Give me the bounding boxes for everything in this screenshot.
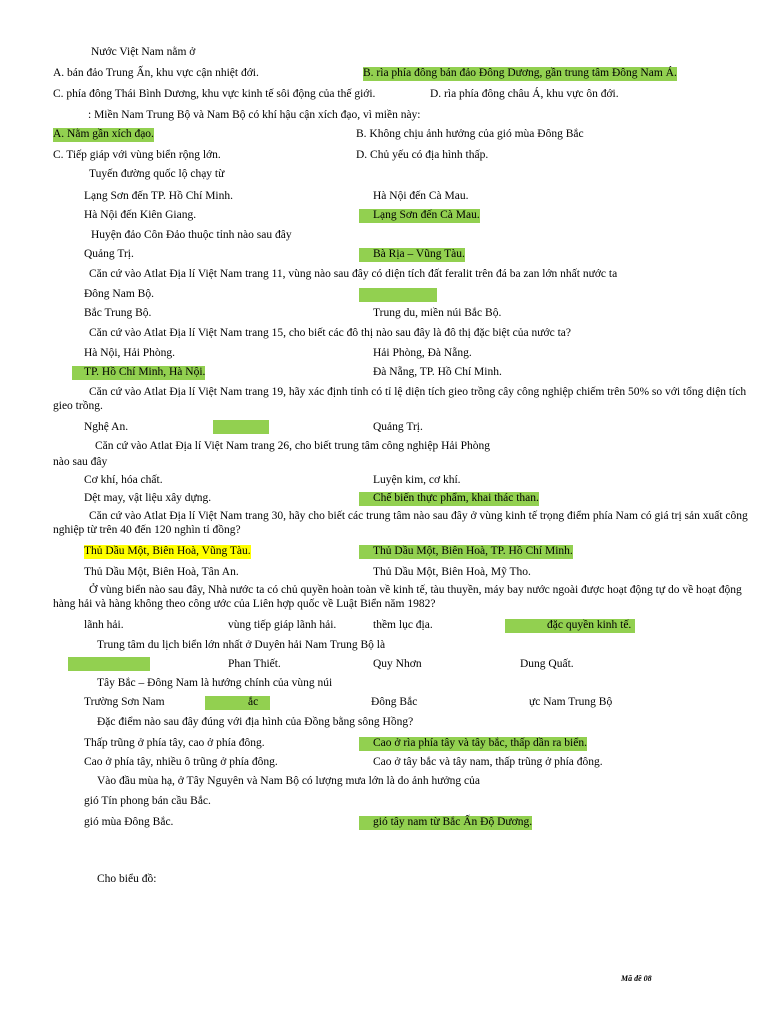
option: Cao ở tây bắc và tây nam, thấp trũng ở phía đông. (373, 756, 603, 768)
option-highlighted: Thủ Dầu Một, Biên Hoà, TP. Hồ Chí Minh. (359, 545, 573, 559)
highlight-answer-block (359, 288, 437, 302)
option: Hà Nội đến Kiên Giang. (84, 209, 197, 221)
option: Nghệ An. (84, 421, 129, 433)
option: A. bán đảo Trung Ấn, khu vực cận nhiệt đới. (53, 67, 259, 79)
option-highlighted: đặc quyền kinh tế. (505, 619, 635, 633)
question-stem: Căn cứ vào Atlat Địa lí Việt Nam trang 15, cho biết các đô thị nào sau đây là đô thị đặc biệt của nước ta? (89, 327, 571, 339)
option: vùng tiếp giáp lãnh hải. (228, 619, 337, 631)
question-stem: Đặc điểm nào sau đây đúng với địa hình của Đồng bằng sông Hồng? (97, 716, 414, 728)
option-highlighted: B. rìa phía đông bán đảo Đông Dương, gần trung tâm Đông Nam Á. (363, 67, 677, 79)
option: Dệt may, vật liệu xây dựng. (84, 492, 212, 504)
option: C. Tiếp giáp với vùng biển rộng lớn. (53, 149, 221, 161)
option-highlighted: A. Nằm gần xích đạo. (53, 128, 154, 140)
question-stem-continued: nào sau đây (53, 456, 108, 468)
option: Hà Nội đến Cà Mau. (373, 190, 469, 202)
option-highlighted: Cao ở rìa phía tây và tây bắc, thấp dần ra biển. (359, 737, 587, 751)
option-highlighted: Lạng Sơn đến Cà Mau. (359, 209, 480, 223)
question-stem: Tây Bắc – Đông Nam là hướng chính của vùng núi (97, 677, 333, 689)
option: Thủ Dầu Một, Biên Hoà, Mỹ Tho. (373, 566, 531, 578)
question-stem: Ở vùng biển nào sau đây, Nhà nước ta có chủ quyền hoàn toàn về kinh tế, tàu thuyền, máy bay nước ngoài được hoạt động tự do về hoạt động hàng hải và hàng không theo công ước của Liên hợp quốc về Luật Biển năm 1982? (53, 584, 742, 610)
question-stem: Căn cứ vào Atlat Địa lí Việt Nam trang 26, cho biết trung tâm công nghiệp Hải Phòng (95, 440, 490, 452)
option: Cao ở phía tây, nhiều ô trũng ở phía đông. (84, 756, 278, 768)
question-stem: Huyện đảo Côn Đảo thuộc tỉnh nào sau đây (91, 229, 292, 241)
option: Dung Quất. (520, 658, 574, 670)
option: D. rìa phía đông châu Á, khu vực ôn đới. (430, 88, 619, 100)
option-highlighted-yellow: Thủ Dầu Một, Biên Hoà, Vũng Tàu. (84, 545, 251, 557)
option: gió mùa Đông Bắc. (84, 816, 174, 828)
highlight-answer-block (68, 657, 150, 671)
option-highlighted: ắc (205, 696, 270, 710)
option: Quảng Trị. (84, 248, 134, 260)
option: thềm lục địa. (373, 619, 433, 631)
option: C. phía đông Thái Bình Dương, khu vực kinh tế sôi động của thế giới. (53, 88, 376, 100)
option: D. Chủ yếu có địa hình thấp. (356, 149, 489, 161)
option: Lạng Sơn đến TP. Hồ Chí Minh. (84, 190, 233, 202)
option: Quảng Trị. (373, 421, 423, 433)
question-stem: Trung tâm du lịch biển lớn nhất ở Duyên hải Nam Trung Bộ là (97, 639, 386, 651)
highlight-answer-block (213, 420, 269, 434)
option: B. Không chịu ảnh hưởng của gió mùa Đông Bắc (356, 128, 584, 140)
question-stem: : Miền Nam Trung Bộ và Nam Bộ có khí hậu cận xích đạo, vì miền này: (88, 109, 421, 121)
option: Thủ Dầu Một, Biên Hoà, Tân An. (84, 566, 239, 578)
option-highlighted: TP. Hồ Chí Minh, Hà Nội. (72, 366, 205, 380)
question-stem: Nước Việt Nam nằm ở (91, 46, 196, 58)
option: Đông Bắc (371, 696, 418, 708)
option: Phan Thiết. (228, 658, 281, 670)
question-stem: Căn cứ vào Atlat Địa lí Việt Nam trang 30, hãy cho biết các trung tâm nào sau đây ở vùng kinh tế trọng điểm phía Nam có giá trị sản xuất công nghiệp từ trên 40 đến 120 nghìn tỉ đồng? (53, 510, 748, 536)
question-stem: Tuyến đường quốc lộ chạy từ (89, 168, 225, 180)
option: Thấp trũng ở phía tây, cao ở phía đông. (84, 737, 265, 749)
option: gió Tín phong bán cầu Bắc. (84, 795, 211, 807)
option: Trường Sơn Nam (84, 696, 165, 708)
option: Trung du, miền núi Bắc Bộ. (373, 307, 502, 319)
option: Bắc Trung Bộ. (84, 307, 152, 319)
option: Hải Phòng, Đà Nẵng. (373, 347, 472, 359)
option: Quy Nhơn (373, 658, 422, 670)
option: lãnh hải. (84, 619, 124, 631)
question-stem: Căn cứ vào Atlat Địa lí Việt Nam trang 11, vùng nào sau đây có diện tích đất feralit trên đá ba zan lớn nhất nước ta (89, 268, 618, 280)
question-stem: Vào đầu mùa hạ, ở Tây Nguyên và Nam Bộ có lượng mưa lớn là do ảnh hưởng của (97, 775, 480, 787)
option: Cơ khí, hóa chất. (84, 474, 163, 486)
question-stem: Căn cứ vào Atlat Địa lí Việt Nam trang 19, hãy xác định tỉnh có tỉ lệ diện tích gieo trồng cây công nghiệp chiếm trên 50% so với tổng diện tích gieo trồng. (53, 386, 747, 412)
option: Đà Nẵng, TP. Hồ Chí Minh. (373, 366, 502, 378)
chart-prompt: Cho biểu đồ: (97, 873, 157, 885)
option: Luyện kim, cơ khí. (373, 474, 461, 486)
option-highlighted: Chế biến thực phẩm, khai thác than. (359, 492, 539, 506)
option-highlighted: Bà Rịa – Vũng Tàu. (359, 248, 465, 262)
exam-code: Mã đề 08 (621, 974, 652, 983)
option: Hà Nội, Hải Phòng. (84, 347, 176, 359)
option-highlighted: gió tây nam từ Bắc Ấn Độ Dương. (359, 816, 532, 830)
option: ực Nam Trung Bộ (529, 696, 613, 708)
option: Đông Nam Bộ. (84, 288, 154, 300)
